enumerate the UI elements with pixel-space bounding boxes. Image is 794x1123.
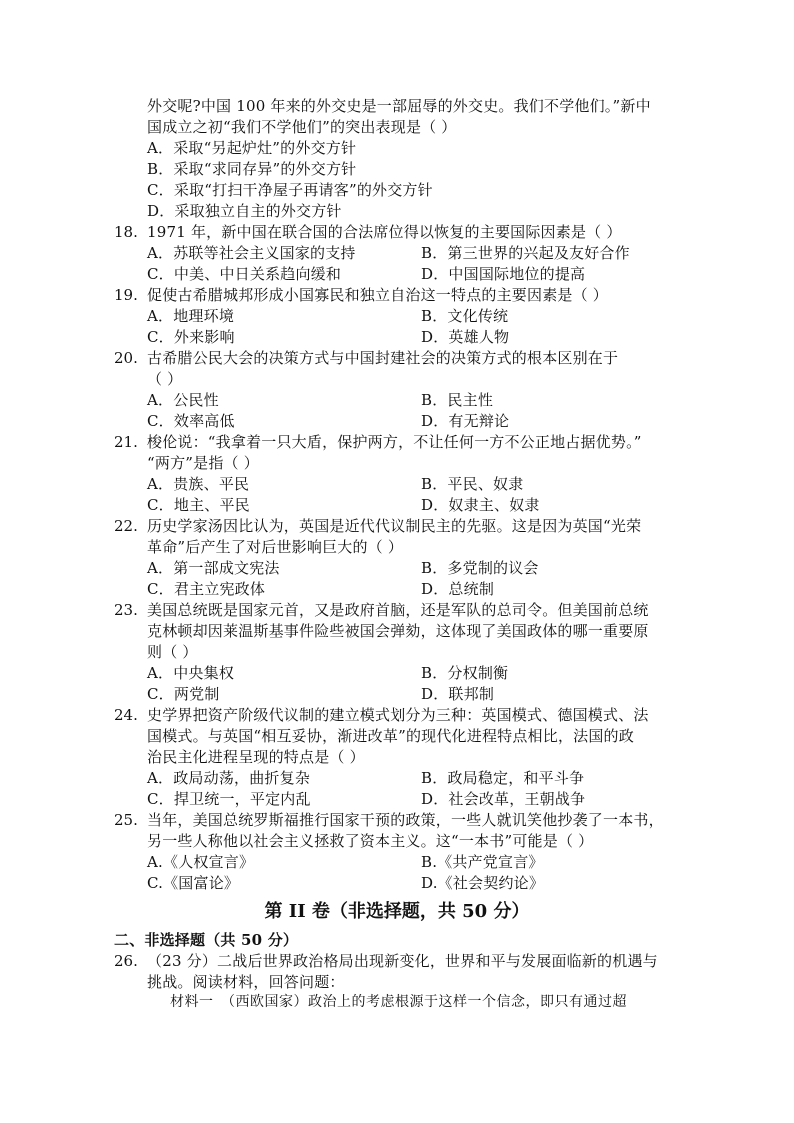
q23-number: 23. xyxy=(114,601,138,619)
q26-stem-line2: 挑战。阅读材料，回答问题： xyxy=(147,973,345,991)
q22-option-a: A．第一部成文宪法 xyxy=(147,559,280,577)
q20-option-a: A．公民性 xyxy=(147,391,219,409)
q20-number: 20. xyxy=(114,349,138,367)
q24-stem-line3: 治民主化进程呈现的特点是（ ） xyxy=(147,748,365,766)
q18-option-b: B．第三世界的兴起及友好合作 xyxy=(421,244,630,262)
q23-option-a: A．中央集权 xyxy=(147,664,235,682)
q17-option-a: A．采取“另起炉灶”的外交方针 xyxy=(147,139,357,157)
q24-number: 24. xyxy=(114,706,138,724)
q22-stem-line1: 历史学家汤因比认为，英国是近代代议制民主的先驱。这是因为英国“光荣 xyxy=(147,517,642,535)
q21-stem-line2: “两方”是指（ ） xyxy=(147,454,259,472)
q25-option-d: D.《社会契约论》 xyxy=(421,874,545,892)
part2-title: 第 II 卷（非选择题，共 50 分） xyxy=(264,901,530,922)
q22-option-c: C．君主立宪政体 xyxy=(147,580,266,598)
q22-number: 22. xyxy=(114,517,138,535)
q18-option-d: D．中国国际地位的提高 xyxy=(421,265,586,283)
q25-option-a: A.《人权宣言》 xyxy=(147,853,255,871)
q17-stem-line1: 外交呢?中国 100 年来的外交史是一部屈辱的外交史。我们不学他们。”新中 xyxy=(147,97,651,115)
q24-option-b: B．政局稳定，和平斗争 xyxy=(421,769,585,787)
q22-option-d: D．总统制 xyxy=(421,580,495,598)
q22-option-b: B．多党制的议会 xyxy=(421,559,539,577)
q23-stem-line1: 美国总统既是国家元首，又是政府首脑，还是军队的总司令。但美国前总统 xyxy=(147,601,649,619)
q17-option-b: B．采取“求同存异”的外交方针 xyxy=(147,160,357,178)
q25-stem-line1: 当年，美国总统罗斯福推行国家干预的政策，一些人就讥笑他抄袭了一本书， xyxy=(147,811,664,829)
q26-stem-line1: （23 分）二战后世界政治格局出现新变化，世界和平与发展面临新的机遇与 xyxy=(147,952,658,970)
q18-option-c: C．中美、中日关系趋向缓和 xyxy=(147,265,342,283)
q21-number: 21. xyxy=(114,433,138,451)
q19-option-d: D．英雄人物 xyxy=(421,328,510,346)
q20-option-c: C．效率高低 xyxy=(147,412,235,430)
q18-number: 18. xyxy=(114,223,138,241)
q18-stem: 1971 年，新中国在联合国的合法席位得以恢复的主要国际因素是（ ） xyxy=(147,223,622,241)
q21-option-a: A．贵族、平民 xyxy=(147,475,250,493)
q23-stem-line3: 则（ ） xyxy=(147,643,198,661)
q17-option-c: C．采取“打扫干净屋子再请客”的外交方针 xyxy=(147,181,433,199)
q24-stem-line2: 国模式。与英国“相互妥协，渐进改革”的现代化进程特点相比，法国的政 xyxy=(147,727,634,745)
q21-stem-line1: 梭伦说：“我拿着一只大盾，保护两方，不让任何一方不公正地占据优势。” xyxy=(147,433,642,451)
q24-stem-line1: 史学界把资产阶级代议制的建立模式划分为三种：英国模式、德国模式、法 xyxy=(147,706,649,724)
q17-stem-line2: 国成立之初“我们不学他们”的突出表现是（ ） xyxy=(147,118,457,136)
q25-option-c: C.《国富论》 xyxy=(147,874,240,892)
q19-stem: 促使古希腊城邦形成小国寡民和独立自治这一特点的主要因素是（ ） xyxy=(147,286,608,304)
q19-option-b: B．文化传统 xyxy=(421,307,509,325)
q25-option-b: B.《共产党宣言》 xyxy=(421,853,544,871)
q19-option-a: A．地理环境 xyxy=(147,307,235,325)
q19-option-c: C．外来影响 xyxy=(147,328,235,346)
q23-stem-line2: 克林顿却因莱温斯基事件险些被国会弹劾，这体现了美国政体的哪一重要原 xyxy=(147,622,649,640)
q24-option-a: A．政局动荡，曲折复杂 xyxy=(147,769,311,787)
q19-number: 19. xyxy=(114,286,138,304)
q20-option-d: D．有无辩论 xyxy=(421,412,510,430)
q20-stem-line1: 古希腊公民大会的决策方式与中国封建社会的决策方式的根本区别在于 xyxy=(147,349,619,367)
q25-number: 25. xyxy=(114,811,138,829)
q20-option-b: B．民主性 xyxy=(421,391,494,409)
q23-option-c: C．两党制 xyxy=(147,685,220,703)
q24-option-d: D．社会改革，王朝战争 xyxy=(421,790,586,808)
q26-number: 26. xyxy=(114,952,138,970)
q24-option-c: C．捍卫统一，平定内乱 xyxy=(147,790,311,808)
q22-stem-line2: 革命”后产生了对后世影响巨大的（ ） xyxy=(147,538,404,556)
q21-option-c: C．地主、平民 xyxy=(147,496,250,514)
q23-option-b: B．分权制衡 xyxy=(421,664,509,682)
q21-option-d: D．奴隶主、奴隶 xyxy=(421,496,540,514)
q17-option-d: D．采取独立自主的外交方针 xyxy=(147,202,342,220)
q21-option-b: B．平民、奴隶 xyxy=(421,475,524,493)
q26-material-1: 材料一 （西欧国家）政治上的考虑根源于这样一个信念，即只有通过超 xyxy=(170,994,627,1010)
q25-stem-line2: 另一些人称他以社会主义拯救了资本主义。这“一本书”可能是（ ） xyxy=(147,832,594,850)
part2-heading: 二、非选择题（共 50 分） xyxy=(114,931,299,949)
q20-stem-line2: （ ） xyxy=(147,370,183,388)
q23-option-d: D．联邦制 xyxy=(421,685,495,703)
q18-option-a: A．苏联等社会主义国家的支持 xyxy=(147,244,356,262)
